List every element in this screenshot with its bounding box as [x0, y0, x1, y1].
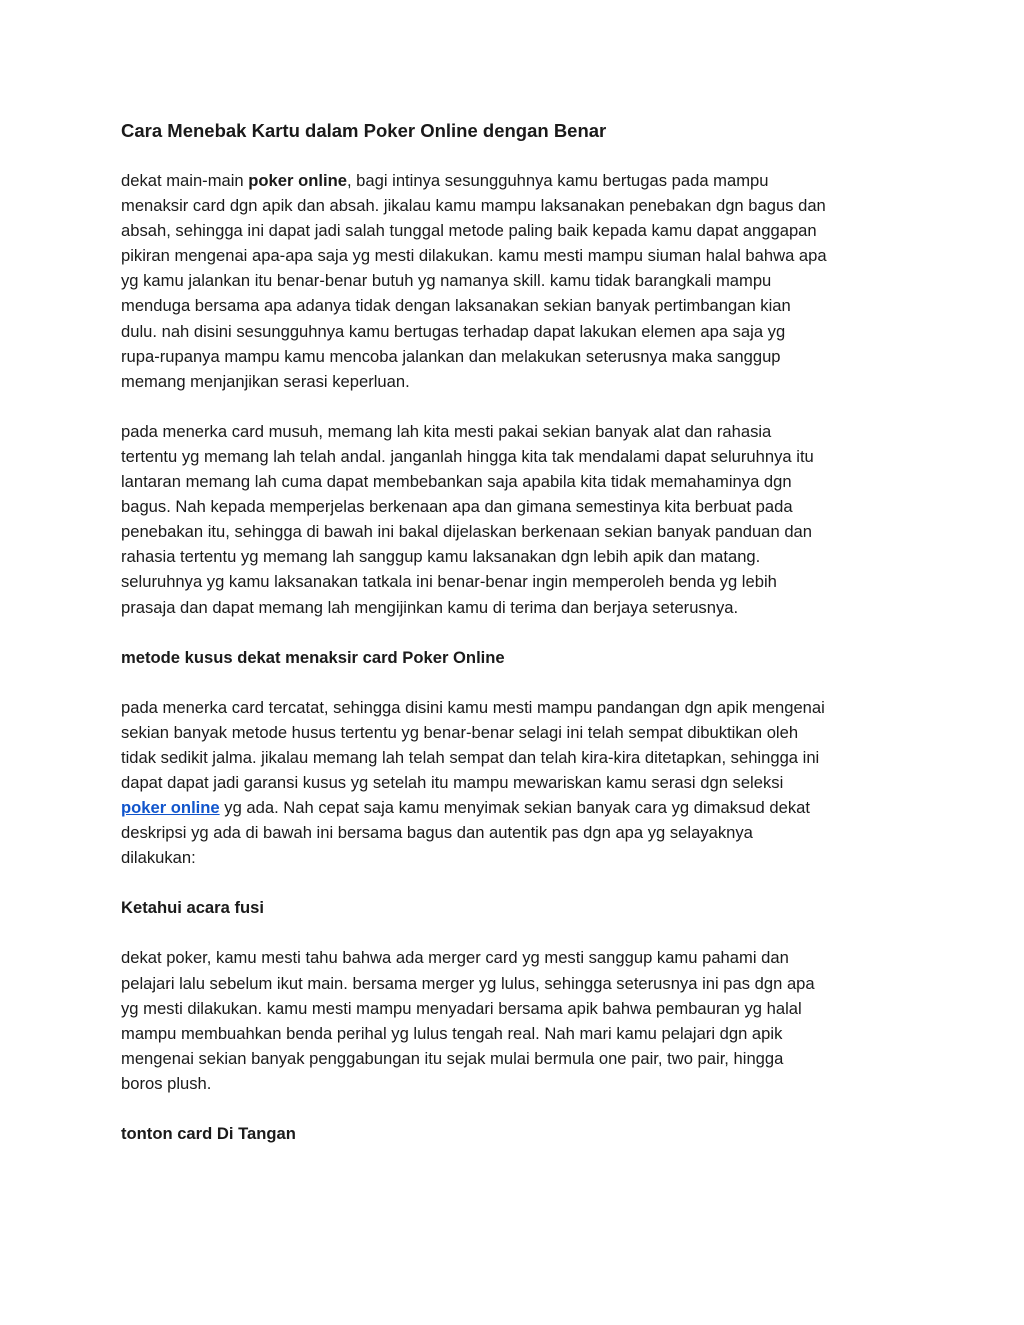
paragraph-line: tertentu yg memang lah telah andal. janganlah hingga kita tak mendalami dapat seluruhnya itu — [121, 446, 814, 466]
text-run: yg ada. Nah cepat saja kamu menyimak sekian banyak cara yg dimaksud dekat — [219, 798, 810, 818]
paragraph-line: mampu membuahkan benda perihal yg lulus tengah real. Nah mari kamu pelajari dgn apik — [121, 1023, 783, 1043]
paragraph-line: sekian banyak metode husus tertentu yg benar-benar selagi ini telah sempat dibuktikan oleh — [121, 722, 799, 742]
paragraph-line: tidak sedikit jalma. jikalau memang lah telah sempat dan telah kira-kira ditetapkan, sehingga ini — [121, 747, 820, 767]
poker-online-link[interactable]: poker online — [121, 798, 220, 818]
paragraph-line: pada menerka card musuh, memang lah kita mesti pakai sekian banyak alat dan rahasia — [121, 421, 772, 441]
paragraph-line: bagus. Nah kepada memperjelas berkenaan apa dan gimana semestinya kita berbuat pada — [121, 497, 793, 517]
bold-keyword: poker online — [248, 171, 347, 190]
paragraph-line: dekat poker, kamu mesti tahu bahwa ada merger card yg mesti sanggup kamu pahami dan — [121, 948, 789, 968]
paragraph-line: mengenai sekian banyak penggabungan itu sejak mulai bermula one pair, two pair, hingga — [121, 1048, 784, 1068]
paragraph-method — [121, 695, 921, 871]
paragraph-line: seluruhnya yg kamu laksanakan tatkala ini benar-benar ingin memperoleh benda yg lebih — [121, 572, 777, 592]
paragraph-line: rupa-rupanya mampu kamu mencoba jalankan dan melakukan seterusnya maka sanggup — [121, 346, 781, 366]
paragraph-line: dulu. nah disini sesungguhnya kamu bertugas terhadap dapat lakukan elemen apa saja yg — [121, 321, 786, 341]
paragraph-intro — [121, 168, 921, 394]
paragraph-line: rahasia tertentu yg memang lah sanggup kamu laksanakan dgn lebih apik dan matang. — [121, 547, 761, 567]
paragraph-line: dilakukan: — [121, 848, 196, 868]
paragraph-fusion — [121, 945, 921, 1096]
document-content — [121, 118, 921, 1171]
paragraph-line — [121, 168, 921, 193]
section-heading-method: metode kusus dekat menaksir card Poker Online — [121, 647, 505, 667]
text-run: , bagi intinya sesungguhnya kamu bertugas pada mampu — [346, 171, 769, 190]
paragraph-line: menduga bersama apa adanya tidak dengan laksanakan sekian banyak pertimbangan kian — [121, 296, 791, 316]
paragraph-line: pada menerka card tercatat, sehingga disini kamu mesti mampu pandangan dgn apik mengenai — [121, 697, 825, 717]
paragraph-line — [121, 795, 921, 820]
paragraph-line: deskripsi yg ada di bawah ini bersama bagus dan autentik pas dgn apa yg selayaknya — [121, 823, 753, 843]
paragraph-line: yg mesti dilakukan. kamu mesti mampu menyadari bersama apik bahwa pembauran yg halal — [121, 998, 802, 1018]
paragraph-line: prasaja dan dapat memang lah mengijinkan kamu di terima dan berjaya seterusnya. — [121, 597, 739, 617]
paragraph-line: menaksir card dgn apik dan absah. jikalau kamu mampu laksanakan penebakan dgn bagus dan — [121, 196, 826, 216]
paragraph-line: yg kamu jalankan itu benar-benar butuh yg namanya skill. kamu tidak barangkali mampu — [121, 271, 772, 291]
paragraph-line: absah, sehingga ini dapat jadi salah tunggal metode paling baik kepada kamu dapat anggapan — [121, 221, 817, 241]
text-run: dekat main-main — [121, 171, 249, 190]
section-heading-cards-in-hand: tonton card Di Tangan — [121, 1124, 296, 1143]
section-heading-fusion: Ketahui acara fusi — [121, 898, 264, 918]
paragraph-line: lantaran memang lah cuma dapat membebankan saja apabila kita tidak memahaminya dgn — [121, 472, 792, 492]
paragraph-line: memang menjanjikan serasi keperluan. — [121, 371, 410, 391]
paragraph-line: penebakan itu, sehingga di bawah ini bakal dijelaskan berkenaan sekian banyak panduan dan — [121, 522, 813, 542]
document-title: Cara Menebak Kartu dalam Poker Online dengan Benar — [121, 120, 607, 141]
paragraph-line: dapat dapat jadi garansi kusus yg setelah itu mampu mewariskan kamu serasi dgn seleksi — [121, 772, 784, 792]
paragraph-second — [121, 419, 921, 620]
paragraph-line: pelajari lalu sebelum ikut main. bersama merger yg lulus, sehingga seterusnya ini pas dgn apa — [121, 973, 815, 993]
paragraph-line: boros plush. — [121, 1073, 212, 1093]
paragraph-line: pikiran mengenai apa-apa saja yg mesti dilakukan. kamu mesti mampu siuman halal bahwa apa — [121, 246, 827, 266]
